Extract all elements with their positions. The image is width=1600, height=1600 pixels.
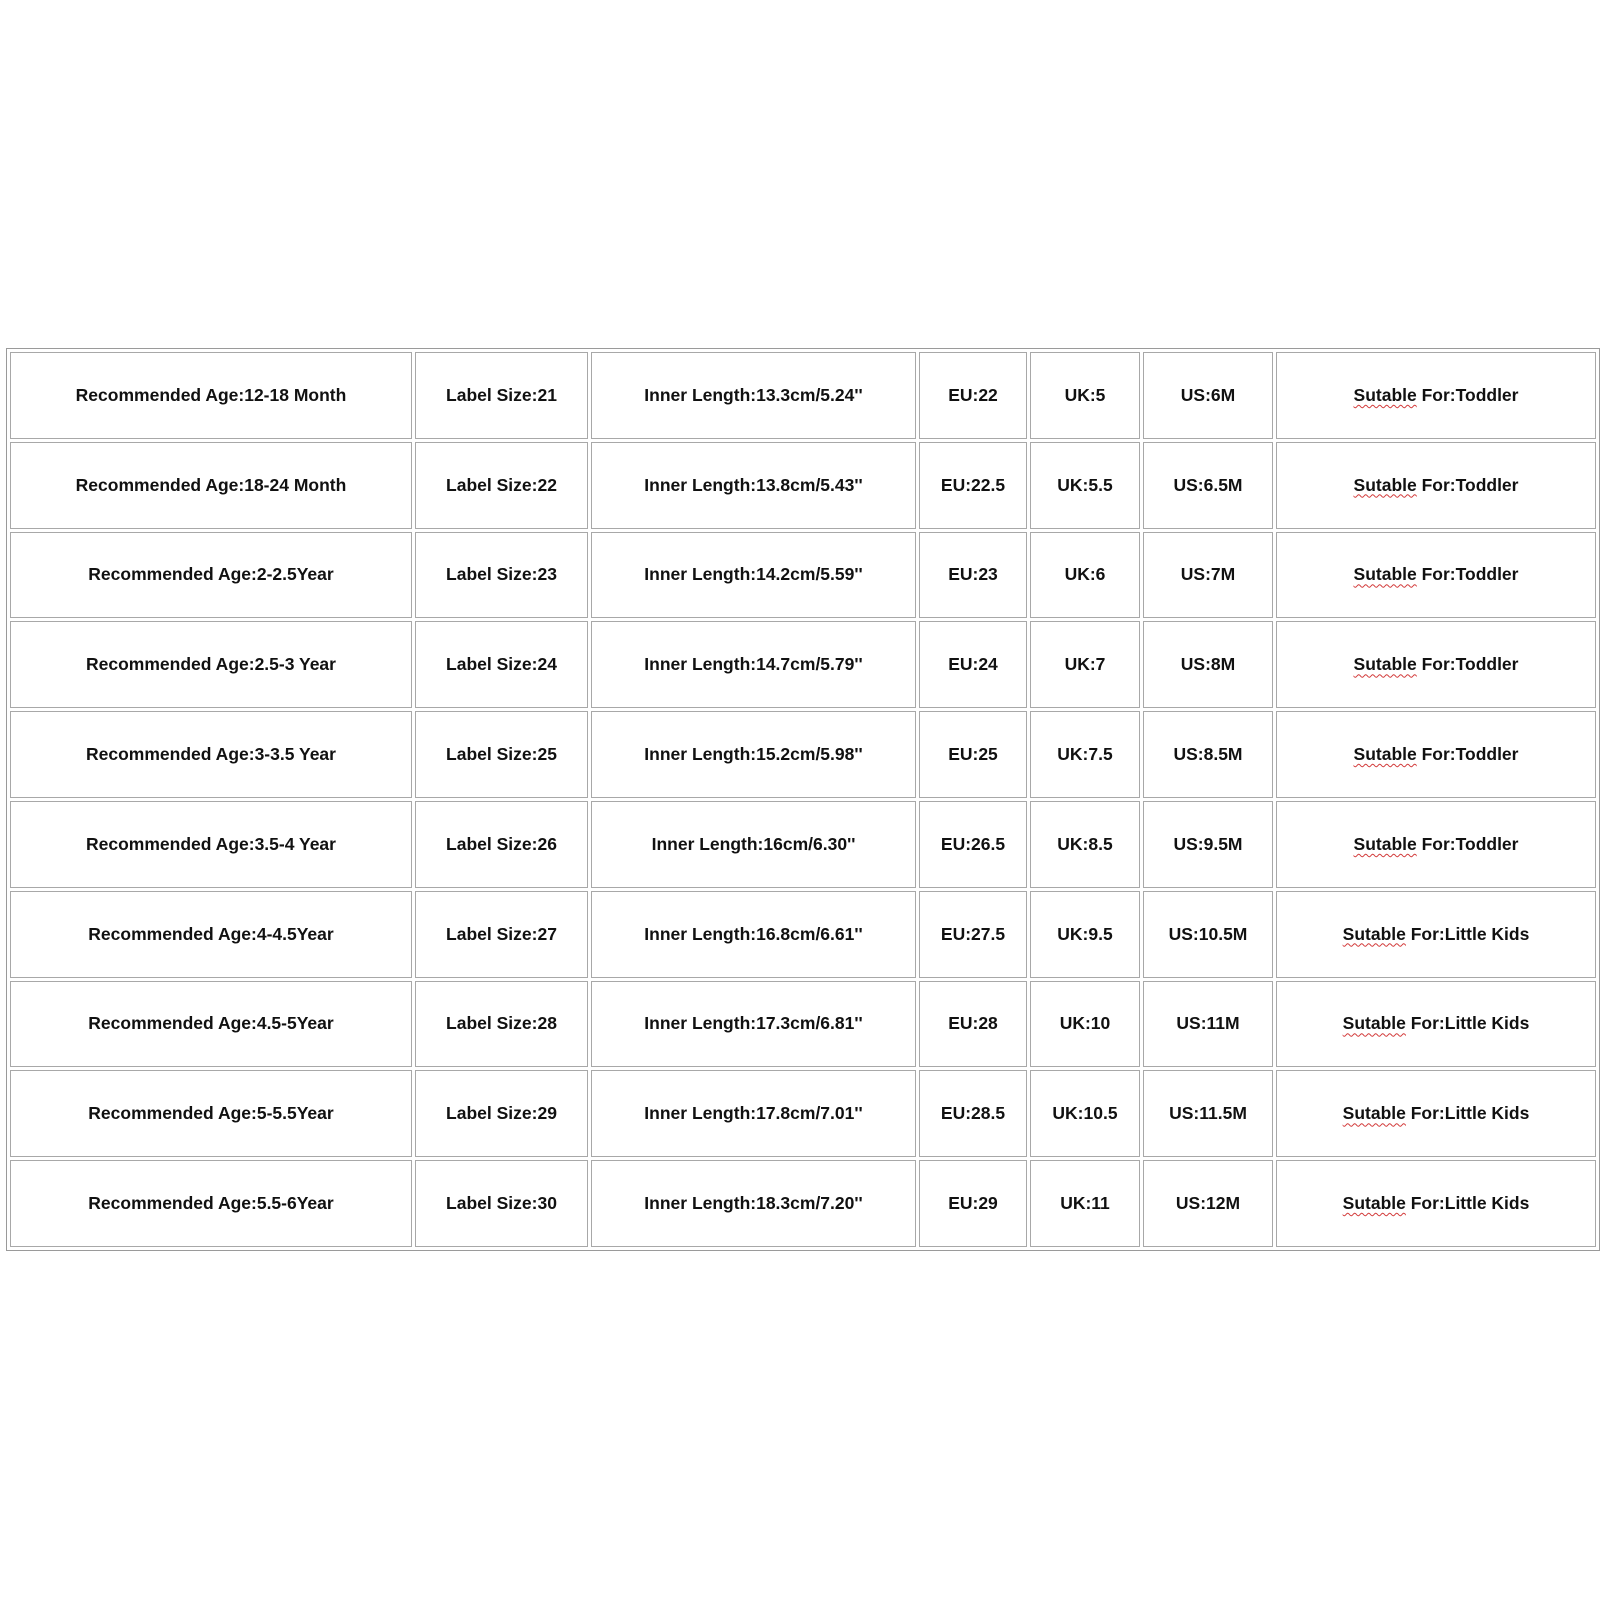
table-row <box>10 1160 1596 1247</box>
suitable-for-cell <box>1276 1070 1596 1157</box>
eu-size-cell: EU:25 <box>919 711 1027 798</box>
table-row <box>10 711 1596 798</box>
label-size-cell: Label Size:30 <box>415 1160 588 1247</box>
uk-size-cell: UK:8.5 <box>1030 801 1140 888</box>
suitable-for-text: For:Little Kids <box>1405 1013 1530 1034</box>
table-row <box>10 532 1596 619</box>
table-row <box>10 1070 1596 1157</box>
uk-size-cell: UK:10 <box>1030 981 1140 1068</box>
us-size-cell: US:11.5M <box>1143 1070 1273 1157</box>
us-size-cell: US:10.5M <box>1143 891 1273 978</box>
misspelled-word: Sutable <box>1353 564 1417 585</box>
table-row <box>10 352 1596 439</box>
uk-size-cell: UK:5.5 <box>1030 442 1140 529</box>
suitable-for-text: For:Little Kids <box>1405 1103 1530 1124</box>
misspelled-word: Sutable <box>1353 654 1417 675</box>
eu-size-cell: EU:29 <box>919 1160 1027 1247</box>
inner-length-cell: Inner Length:14.2cm/5.59'' <box>591 532 916 619</box>
recommended-age-cell: Recommended Age:18-24 Month <box>10 442 412 529</box>
misspelled-word: Sutable <box>1342 923 1406 944</box>
uk-size-cell: UK:7 <box>1030 621 1140 708</box>
label-size-cell: Label Size:23 <box>415 532 588 619</box>
uk-size-cell: UK:6 <box>1030 532 1140 619</box>
us-size-cell: US:8M <box>1143 621 1273 708</box>
suitable-for-cell <box>1276 442 1596 529</box>
recommended-age-cell: Recommended Age:5.5-6Year <box>10 1160 412 1247</box>
suitable-for-cell <box>1276 1160 1596 1247</box>
recommended-age-cell: Recommended Age:2-2.5Year <box>10 532 412 619</box>
suitable-for-text: For:Little Kids <box>1405 1193 1530 1214</box>
size-chart-table <box>6 348 1600 1251</box>
suitable-for-cell <box>1276 621 1596 708</box>
suitable-for-cell <box>1276 981 1596 1068</box>
label-size-cell: Label Size:27 <box>415 891 588 978</box>
suitable-for-text: For:Toddler <box>1416 744 1519 765</box>
eu-size-cell: EU:26.5 <box>919 801 1027 888</box>
label-size-cell: Label Size:29 <box>415 1070 588 1157</box>
eu-size-cell: EU:24 <box>919 621 1027 708</box>
inner-length-cell: Inner Length:13.8cm/5.43'' <box>591 442 916 529</box>
misspelled-word: Sutable <box>1353 474 1417 495</box>
eu-size-cell: EU:22 <box>919 352 1027 439</box>
suitable-for-text: For:Little Kids <box>1405 923 1530 944</box>
table-row <box>10 891 1596 978</box>
suitable-for-cell <box>1276 352 1596 439</box>
table-row <box>10 981 1596 1068</box>
label-size-cell: Label Size:22 <box>415 442 588 529</box>
recommended-age-cell: Recommended Age:12-18 Month <box>10 352 412 439</box>
inner-length-cell: Inner Length:14.7cm/5.79'' <box>591 621 916 708</box>
recommended-age-cell: Recommended Age:2.5-3 Year <box>10 621 412 708</box>
recommended-age-cell: Recommended Age:5-5.5Year <box>10 1070 412 1157</box>
eu-size-cell: EU:27.5 <box>919 891 1027 978</box>
uk-size-cell: UK:5 <box>1030 352 1140 439</box>
us-size-cell: US:7M <box>1143 532 1273 619</box>
table-row <box>10 801 1596 888</box>
suitable-for-text: For:Toddler <box>1416 384 1519 405</box>
us-size-cell: US:12M <box>1143 1160 1273 1247</box>
table-row <box>10 621 1596 708</box>
recommended-age-cell: Recommended Age:4-4.5Year <box>10 891 412 978</box>
uk-size-cell: UK:11 <box>1030 1160 1140 1247</box>
recommended-age-cell: Recommended Age:4.5-5Year <box>10 981 412 1068</box>
us-size-cell: US:9.5M <box>1143 801 1273 888</box>
recommended-age-cell: Recommended Age:3-3.5 Year <box>10 711 412 798</box>
misspelled-word: Sutable <box>1342 1103 1406 1124</box>
misspelled-word: Sutable <box>1342 1193 1406 1214</box>
inner-length-cell: Inner Length:15.2cm/5.98'' <box>591 711 916 798</box>
suitable-for-cell <box>1276 711 1596 798</box>
inner-length-cell: Inner Length:18.3cm/7.20'' <box>591 1160 916 1247</box>
eu-size-cell: EU:28 <box>919 981 1027 1068</box>
inner-length-cell: Inner Length:17.8cm/7.01'' <box>591 1070 916 1157</box>
misspelled-word: Sutable <box>1353 833 1417 854</box>
suitable-for-text: For:Toddler <box>1416 474 1519 495</box>
us-size-cell: US:8.5M <box>1143 711 1273 798</box>
eu-size-cell: EU:22.5 <box>919 442 1027 529</box>
suitable-for-cell <box>1276 532 1596 619</box>
suitable-for-text: For:Toddler <box>1416 564 1519 585</box>
recommended-age-cell: Recommended Age:3.5-4 Year <box>10 801 412 888</box>
eu-size-cell: EU:28.5 <box>919 1070 1027 1157</box>
label-size-cell: Label Size:25 <box>415 711 588 798</box>
eu-size-cell: EU:23 <box>919 532 1027 619</box>
us-size-cell: US:6M <box>1143 352 1273 439</box>
suitable-for-text: For:Toddler <box>1416 833 1519 854</box>
uk-size-cell: UK:10.5 <box>1030 1070 1140 1157</box>
misspelled-word: Sutable <box>1342 1013 1406 1034</box>
table-row <box>10 442 1596 529</box>
uk-size-cell: UK:9.5 <box>1030 891 1140 978</box>
suitable-for-text: For:Toddler <box>1416 654 1519 675</box>
label-size-cell: Label Size:21 <box>415 352 588 439</box>
inner-length-cell: Inner Length:17.3cm/6.81'' <box>591 981 916 1068</box>
suitable-for-cell <box>1276 801 1596 888</box>
us-size-cell: US:11M <box>1143 981 1273 1068</box>
misspelled-word: Sutable <box>1353 384 1417 405</box>
misspelled-word: Sutable <box>1353 744 1417 765</box>
label-size-cell: Label Size:24 <box>415 621 588 708</box>
inner-length-cell: Inner Length:13.3cm/5.24'' <box>591 352 916 439</box>
label-size-cell: Label Size:26 <box>415 801 588 888</box>
uk-size-cell: UK:7.5 <box>1030 711 1140 798</box>
us-size-cell: US:6.5M <box>1143 442 1273 529</box>
label-size-cell: Label Size:28 <box>415 981 588 1068</box>
inner-length-cell: Inner Length:16.8cm/6.61'' <box>591 891 916 978</box>
inner-length-cell: Inner Length:16cm/6.30'' <box>591 801 916 888</box>
suitable-for-cell <box>1276 891 1596 978</box>
